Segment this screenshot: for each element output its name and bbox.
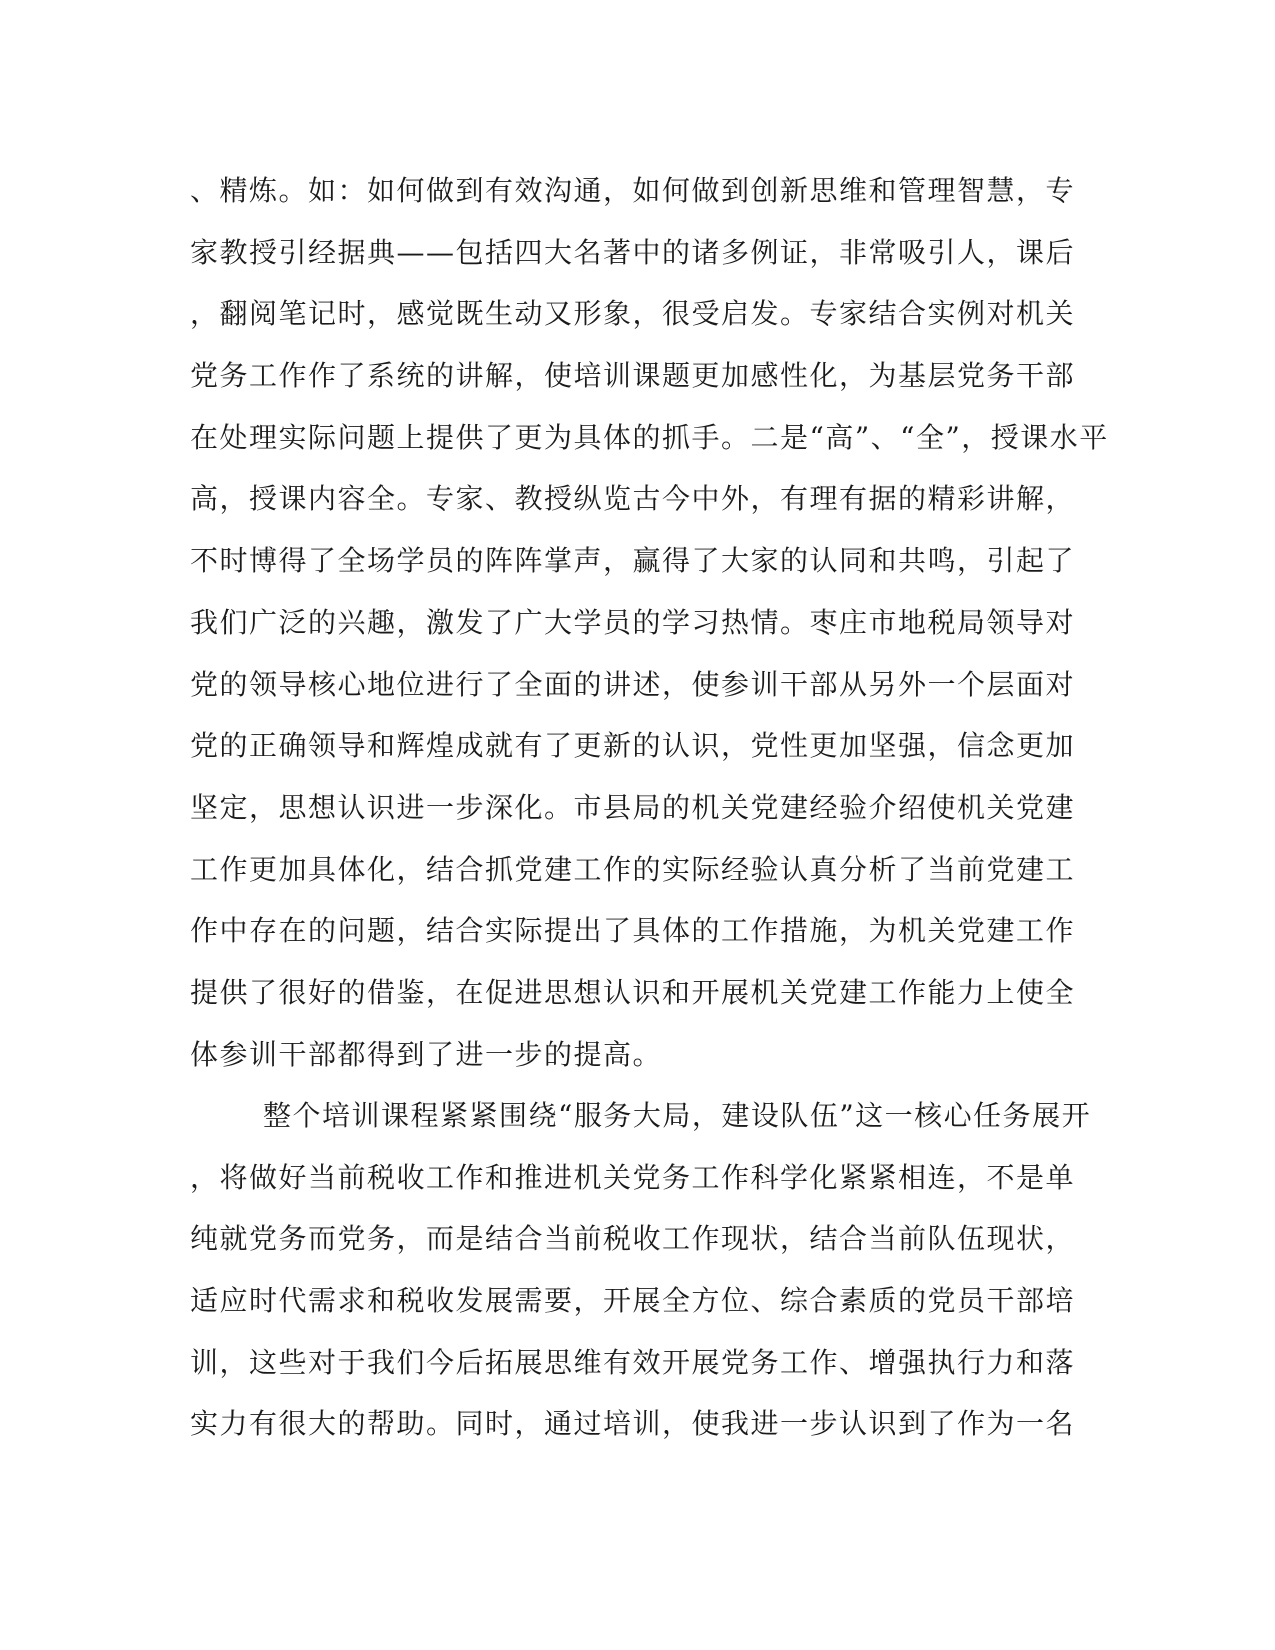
text-line: 高，授课内容全。专家、教授纵览古今中外，有理有据的精彩讲解，	[190, 482, 1076, 516]
text-line: 不时博得了全场学员的阵阵掌声，赢得了大家的认同和共鸣，引起了	[190, 544, 1076, 578]
text-line: 党的正确领导和辉煌成就有了更新的认识，党性更加坚强，信念更加	[190, 729, 1076, 763]
text-line: 体参训干部都得到了进一步的提高。	[190, 1037, 663, 1071]
text-line: 家教授引经据典——包括四大名著中的诸多例证，非常吸引人，课后	[190, 235, 1076, 269]
text-line: 我们广泛的兴趣，激发了广大学员的学习热情。枣庄市地税局领导对	[190, 605, 1076, 639]
text-line: 提供了很好的借鉴，在促进思想认识和开展机关党建工作能力上使全	[190, 975, 1076, 1009]
text-line: 训，这些对于我们今后拓展思维有效开展党务工作、增强执行力和落	[190, 1345, 1076, 1379]
text-line: 适应时代需求和税收发展需要，开展全方位、综合素质的党员干部培	[190, 1284, 1076, 1318]
paragraph-1	[190, 160, 1109, 1085]
text-line: 工作更加具体化，结合抓党建工作的实际经验认真分析了当前党建工	[190, 852, 1076, 886]
text-line: 作中存在的问题，结合实际提出了具体的工作措施，为机关党建工作	[190, 914, 1076, 948]
text-line: 在处理实际问题上提供了更为具体的抓手。二是“高”、“全”，授课水平	[190, 420, 1109, 454]
text-line: ，翻阅笔记时，感觉既生动又形象，很受启发。专家结合实例对机关	[190, 297, 1076, 331]
text-line: 、精炼。如：如何做到有效沟通，如何做到创新思维和管理智慧，专	[190, 174, 1076, 207]
text-line: ，将做好当前税收工作和推进机关党务工作科学化紧紧相连，不是单	[190, 1160, 1076, 1194]
text-line: 纯就党务而党务，而是结合当前税收工作现状，结合当前队伍现状，	[190, 1222, 1076, 1256]
paragraph-2	[190, 1085, 1090, 1455]
text-line: 整个培训课程紧紧围绕“服务大局，建设队伍”这一核心任务展开	[263, 1099, 1092, 1132]
text-line: 党务工作作了系统的讲解，使培训课题更加感性化，为基层党务干部	[190, 359, 1076, 393]
text-line: 坚定，思想认识进一步深化。市县局的机关党建经验介绍使机关党建	[190, 790, 1076, 824]
text-line: 党的领导核心地位进行了全面的讲述，使参训干部从另外一个层面对	[190, 667, 1076, 701]
text-line: 实力有很大的帮助。同时，通过培训，使我进一步认识到了作为一名	[190, 1407, 1076, 1441]
